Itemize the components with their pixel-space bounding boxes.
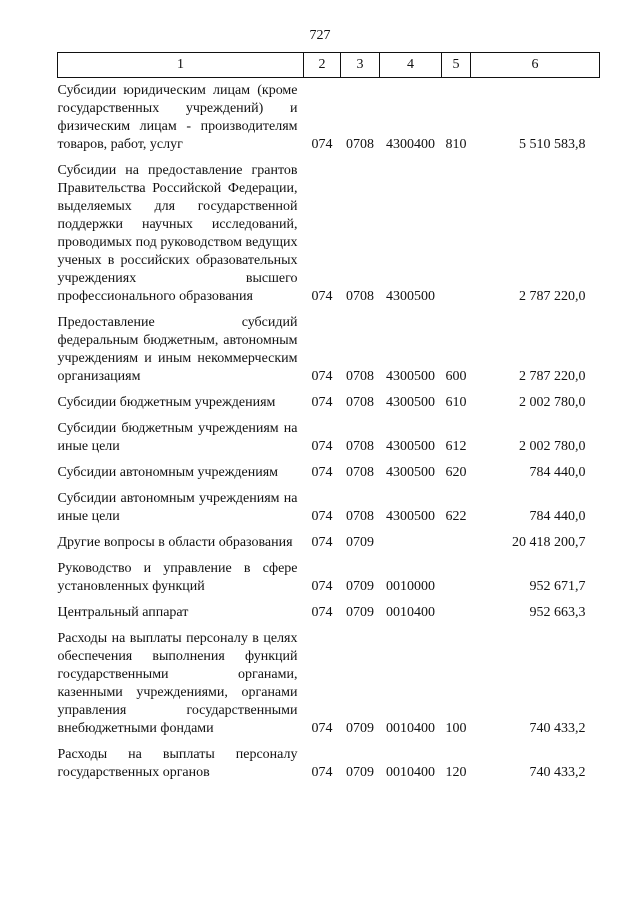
row-target-code: 0010400 bbox=[386, 605, 435, 620]
table-row bbox=[58, 78, 600, 155]
row-target-code: 4300500 bbox=[386, 465, 435, 480]
table-row bbox=[58, 306, 600, 386]
row-section-code: 0708 bbox=[346, 289, 374, 304]
row-target-code: 0010400 bbox=[386, 765, 435, 780]
row-section-code: 0708 bbox=[346, 439, 374, 454]
row-target-code: 0010400 bbox=[386, 721, 435, 736]
row-name: Расходы на выплаты персоналу в целях обеспечения выполнения функций государственными органами, казенными учреждениями, органами управления государственными внебюджетными фондами bbox=[57, 631, 298, 736]
header-row bbox=[58, 53, 600, 78]
table-row bbox=[58, 552, 600, 596]
row-name: Субсидии бюджетным учреждениям bbox=[57, 395, 276, 410]
row-admin-code: 074 bbox=[311, 395, 333, 410]
row-name: Субсидии бюджетным учреждениям на иные цели bbox=[57, 421, 298, 454]
row-admin-code: 074 bbox=[311, 289, 333, 304]
header-col-type: 5 bbox=[442, 53, 471, 78]
row-admin-code: 074 bbox=[311, 369, 333, 384]
row-target-code: 4300500 bbox=[386, 369, 435, 384]
row-section-code: 0709 bbox=[346, 605, 374, 620]
row-admin-code: 074 bbox=[311, 765, 333, 780]
row-admin-code: 074 bbox=[311, 605, 333, 620]
row-name: Субсидии автономным учреждениям bbox=[57, 465, 279, 480]
header-col-target: 4 bbox=[380, 53, 442, 78]
row-section-code: 0709 bbox=[346, 765, 374, 780]
table-row bbox=[58, 596, 600, 622]
row-type-code bbox=[442, 596, 471, 622]
row-amount: 5 510 583,8 bbox=[519, 137, 586, 152]
header-col-amount: 6 bbox=[471, 53, 600, 78]
row-name: Субсидии на предоставление грантов Правительства Российской Федерации, выделяемых для государственной поддержки научных исследований, проводимых под руководством ведущих ученых в российских образовательных учреждениях высшего профессионального образования bbox=[57, 163, 298, 304]
row-admin-code: 074 bbox=[311, 721, 333, 736]
row-name: Руководство и управление в сфере установленных функций bbox=[57, 561, 298, 594]
table-row bbox=[58, 482, 600, 526]
row-name: Другие вопросы в области образования bbox=[57, 535, 293, 550]
row-admin-code: 074 bbox=[311, 509, 333, 524]
table-row bbox=[58, 154, 600, 306]
row-amount: 784 440,0 bbox=[529, 509, 586, 524]
row-name: Центральный аппарат bbox=[57, 605, 189, 620]
row-amount: 20 418 200,7 bbox=[512, 535, 586, 550]
row-section-code: 0708 bbox=[346, 509, 374, 524]
table-row bbox=[58, 526, 600, 552]
row-amount: 740 433,2 bbox=[529, 765, 586, 780]
table-row bbox=[58, 412, 600, 456]
row-name: Субсидии юридическим лицам (кроме государственных учреждений) и физическим лицам - производителям товаров, работ, услуг bbox=[57, 83, 298, 152]
table-body bbox=[58, 78, 600, 783]
row-admin-code: 074 bbox=[311, 579, 333, 594]
row-amount: 952 671,7 bbox=[529, 579, 586, 594]
row-amount: 2 787 220,0 bbox=[519, 369, 586, 384]
row-type-code: 620 bbox=[445, 465, 467, 480]
header-col-admin: 2 bbox=[304, 53, 341, 78]
row-admin-code: 074 bbox=[311, 465, 333, 480]
row-target-code: 4300500 bbox=[386, 395, 435, 410]
header-col-name: 1 bbox=[58, 53, 304, 78]
row-section-code: 0708 bbox=[346, 137, 374, 152]
row-amount: 2 002 780,0 bbox=[519, 395, 586, 410]
row-target-code: 4300500 bbox=[386, 509, 435, 524]
row-admin-code: 074 bbox=[311, 535, 333, 550]
row-target-code: 4300400 bbox=[386, 137, 435, 152]
table-row bbox=[58, 738, 600, 782]
row-type-code: 612 bbox=[445, 439, 467, 454]
row-target-code: 0010000 bbox=[386, 579, 435, 594]
row-target-code bbox=[380, 526, 442, 552]
row-section-code: 0708 bbox=[346, 465, 374, 480]
row-type-code: 100 bbox=[445, 721, 467, 736]
row-name: Расходы на выплаты персоналу государственных органов bbox=[57, 747, 298, 780]
row-section-code: 0708 bbox=[346, 395, 374, 410]
row-amount: 740 433,2 bbox=[529, 721, 586, 736]
row-admin-code: 074 bbox=[311, 439, 333, 454]
table-row bbox=[58, 456, 600, 482]
table-row bbox=[58, 622, 600, 738]
row-target-code: 4300500 bbox=[386, 439, 435, 454]
row-type-code: 810 bbox=[445, 137, 467, 152]
row-type-code bbox=[442, 154, 471, 306]
row-name: Субсидии автономным учреждениям на иные цели bbox=[57, 491, 298, 524]
header-col-section: 3 bbox=[341, 53, 380, 78]
row-type-code: 600 bbox=[445, 369, 467, 384]
row-amount: 784 440,0 bbox=[529, 465, 586, 480]
table-row bbox=[58, 386, 600, 412]
row-section-code: 0709 bbox=[346, 721, 374, 736]
row-amount: 2 002 780,0 bbox=[519, 439, 586, 454]
row-name: Предоставление субсидий федеральным бюджетным, автономным учреждениям и иным некоммерческим организациям bbox=[57, 315, 298, 384]
row-target-code: 4300500 bbox=[386, 289, 435, 304]
row-admin-code: 074 bbox=[311, 137, 333, 152]
row-section-code: 0709 bbox=[346, 535, 374, 550]
row-type-code bbox=[442, 552, 471, 596]
budget-table bbox=[57, 52, 600, 782]
row-type-code: 120 bbox=[445, 765, 467, 780]
row-section-code: 0708 bbox=[346, 369, 374, 384]
row-type-code: 622 bbox=[445, 509, 467, 524]
row-section-code: 0709 bbox=[346, 579, 374, 594]
table-header bbox=[58, 53, 600, 78]
row-amount: 2 787 220,0 bbox=[519, 289, 586, 304]
page-number: 727 bbox=[309, 28, 331, 43]
row-type-code bbox=[442, 526, 471, 552]
row-amount: 952 663,3 bbox=[529, 605, 586, 620]
row-type-code: 610 bbox=[445, 395, 467, 410]
